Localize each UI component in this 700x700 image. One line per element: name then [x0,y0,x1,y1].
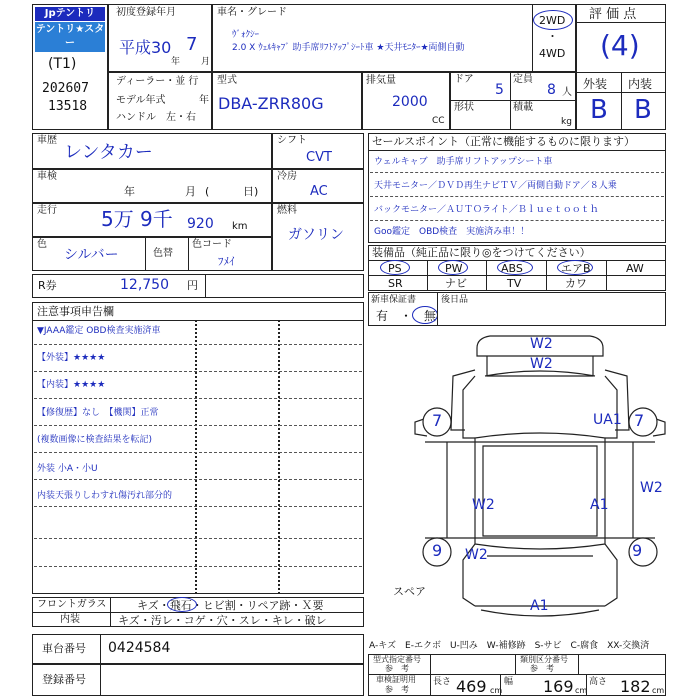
equip-ps: PS [388,262,402,275]
equip-pw: PW [445,262,463,275]
notes-label: 注意事項申告欄 [37,305,114,318]
spare-label: スペア [393,585,426,598]
chassis-label: 車台番号 [42,642,86,655]
recycle-label: R券 [38,279,57,292]
damage-mark: W2 [530,336,553,352]
equip-abs: ABS [501,262,523,275]
handle-label: ハンドル 左・右 [116,112,196,123]
equip-airbag-circle [557,260,593,275]
equip-sr: SR [388,277,403,290]
type-number-label: 型式指定番号 [373,655,421,664]
shaken-label: 車検 [37,171,57,182]
ac-label: 冷房 [277,171,297,182]
notes-box [32,302,364,594]
shaken-box [32,169,272,203]
registration-year-unit: 年 [171,57,181,67]
capacity-unit: 人 [562,87,572,98]
mileage-value: 920 [187,216,214,232]
warranty-none-circle [412,306,438,324]
width-unit: cm [575,686,588,695]
shaken-year: 年 [124,185,135,198]
recycle-box [32,274,364,298]
exterior-score: B [590,95,608,125]
class-number-label: 類別区分番号 [520,655,568,664]
registration-month-unit: 月 [201,57,211,67]
model-value: DBA-ZRR80G [218,94,324,113]
length-unit: cm [490,686,503,695]
interior-glass-label: 内装 [60,614,80,625]
drive-2wd: 2WD [539,14,566,27]
sales-point-line: ウェルキャブ 助手席リフトアップシート車 [374,157,553,167]
recycle-unit: 円 [187,279,198,292]
color-change-label: 色替 [153,248,173,259]
width-label: 幅 [504,677,514,687]
lot-code: (T1) [48,56,77,72]
displacement-value: 2000 [392,94,428,110]
mileage-label: 走行 [37,205,57,216]
damage-legend: A-キズ E-エクボ U-凹み W-補修跡 S-サビ C-腐食 XX-交換済 [369,641,650,651]
front-glass-value: キズ・飛石・ヒビ割・リペア跡・Ｘ要 [137,599,324,612]
interior-score: B [634,95,652,125]
history-label: 車歴 [37,135,57,146]
color-code-value: ﾌﾒｲ [218,255,235,268]
note-line: 【内装】★★★★ [37,380,106,390]
shaken-day: 日) [243,185,259,198]
damage-mark: W2 [472,497,495,513]
warranty-label: 新車保証書 [371,295,417,305]
class-number-sub: 参 考 [530,664,554,673]
note-line: 【外装】★★★★ [37,353,106,363]
registration-label: 初度登録年月 [116,7,176,18]
color-value: シルバー [64,247,119,263]
front-glass-label: フロントガラス [37,599,107,610]
drive-4wd: 4WD [539,47,566,60]
type-number-sub: 参 考 [385,664,409,673]
damage-mark: A1 [530,598,549,614]
height-value: 182 [620,677,651,696]
damage-mark: W2 [465,547,488,563]
sales-point-line: バックモニター／ＡＵＴＯライト／Ｂｌｕｅｔｏｏｔｈ [374,205,599,215]
damage-mark: W2 [640,480,663,496]
equip-tv: TV [507,277,522,290]
fuel-label: 燃料 [277,205,297,216]
note-line: 内装天張りしわすれ傷汚れ部分的 [37,491,173,501]
damage-mark: W2 [530,356,553,372]
height-unit: cm [652,686,665,695]
note-line: 【修復歴】なし 【機関】正常 [37,408,159,418]
car-diagram [405,330,675,620]
interior-label: 内装 [628,77,653,91]
car-name: ｳﾞｫｸｼｰ [232,30,260,40]
registration-month: 7 [186,34,198,55]
displacement-label: 排気量 [366,75,396,86]
dealer-label: ディーラー・並 行 [116,76,199,87]
mileage-sen: 9千 [140,207,173,231]
score-label: 評 価 点 [589,7,637,22]
exterior-label: 外装 [583,77,608,91]
drive-2wd-circle [533,10,573,30]
sales-points-label: セールスポイント（正常に機能するものに限ります） [372,135,636,148]
car-name-label: 車名・グレード [217,7,287,18]
equip-abs-circle [497,260,533,275]
damage-mark: UA1 [593,412,622,428]
equip-navi: ナビ [445,277,467,290]
model-year-label: モデル年式 [116,95,166,106]
shift-label: シフト [277,135,307,146]
note-line: (複数画像に検査結果を転記) [37,435,153,445]
damage-mark: 9 [432,541,443,560]
model-label: 型式 [217,75,237,86]
damage-mark: 7 [634,411,645,430]
car-grade: 2.0 X ｳｪﾙｷｬﾌﾞ 助手席ﾘﾌﾄｱｯﾌﾟｼｰﾄ車 ★天井ﾓﾆﾀｰ★両側自動 [232,43,465,53]
damage-mark: 9 [632,541,643,560]
interior-glass-value: キズ・汚レ・コゲ・穴・スレ・キレ・破レ [118,614,327,627]
recycle-value: 12,750 [120,277,169,293]
doors-label: ドア [454,74,474,85]
color-code-label: 色コード [192,239,232,250]
equipment-label: 装備品（純正品に限り◎をつけてください） [372,246,591,259]
ac-value: AC [310,184,328,199]
capacity-label: 定員 [513,74,533,85]
score-value: (4) [600,29,640,62]
mileage-unit: km [232,221,248,232]
stone-chip-circle [167,597,197,612]
shaken-paren: ( [205,185,210,198]
lot-number-2: 13518 [48,99,88,114]
fuel-value: ガソリン [288,227,344,243]
warranty-value: 有 ・ 無 [376,309,437,323]
load-unit: kg [561,117,572,127]
history-value: レンタカー [64,142,153,163]
sales-point-line: 天井モニター／ＤＶＤ再生ナビＴＶ／両側自動ドア／８人乗 [374,181,617,191]
width-value: 169 [543,677,574,696]
displacement-unit: CC [432,116,445,126]
shape-label: 形状 [454,102,474,113]
cert-label: 車検証明用 [376,675,416,684]
plate-label: 登録番号 [42,673,86,686]
chassis-value: 0424584 [108,640,171,656]
damage-mark: A1 [590,497,609,513]
color-label: 色 [37,239,47,250]
logo-top: Jpテントリ [35,7,105,21]
equip-leather: カワ [565,277,587,290]
shift-value: CVT [306,150,332,165]
logo-bottom: テントリ★スター [35,22,105,52]
note-line: 外装 小A・小U [37,464,98,474]
length-label: 長さ [433,677,452,687]
equip-ps-circle [380,260,410,275]
load-label: 積載 [513,102,533,113]
cert-sub: 参 考 [385,685,409,694]
shaken-month: 月 [185,185,196,198]
doors-value: 5 [495,82,504,98]
damage-mark: 7 [432,411,443,430]
capacity-value: 8 [547,82,556,98]
model-year-unit: 年 [199,95,209,106]
lot-number-1: 202607 [42,81,89,96]
equip-airbag: エアB [561,262,591,275]
mileage-man: 5万 [101,207,134,231]
note-line: ▼JAAA鑑定 OBD検査実施済車 [37,326,161,336]
length-value: 469 [456,677,487,696]
equip-pw-circle [438,260,468,275]
registration-era: 平成30 [119,38,172,57]
equip-aw: AW [626,262,644,275]
height-label: 高さ [589,677,608,687]
drive-dot: ・ [547,30,558,43]
sales-point-line: Goo鑑定 OBD検査 実施済み車！！ [374,227,530,237]
warranty-later-label: 後日品 [441,295,469,305]
